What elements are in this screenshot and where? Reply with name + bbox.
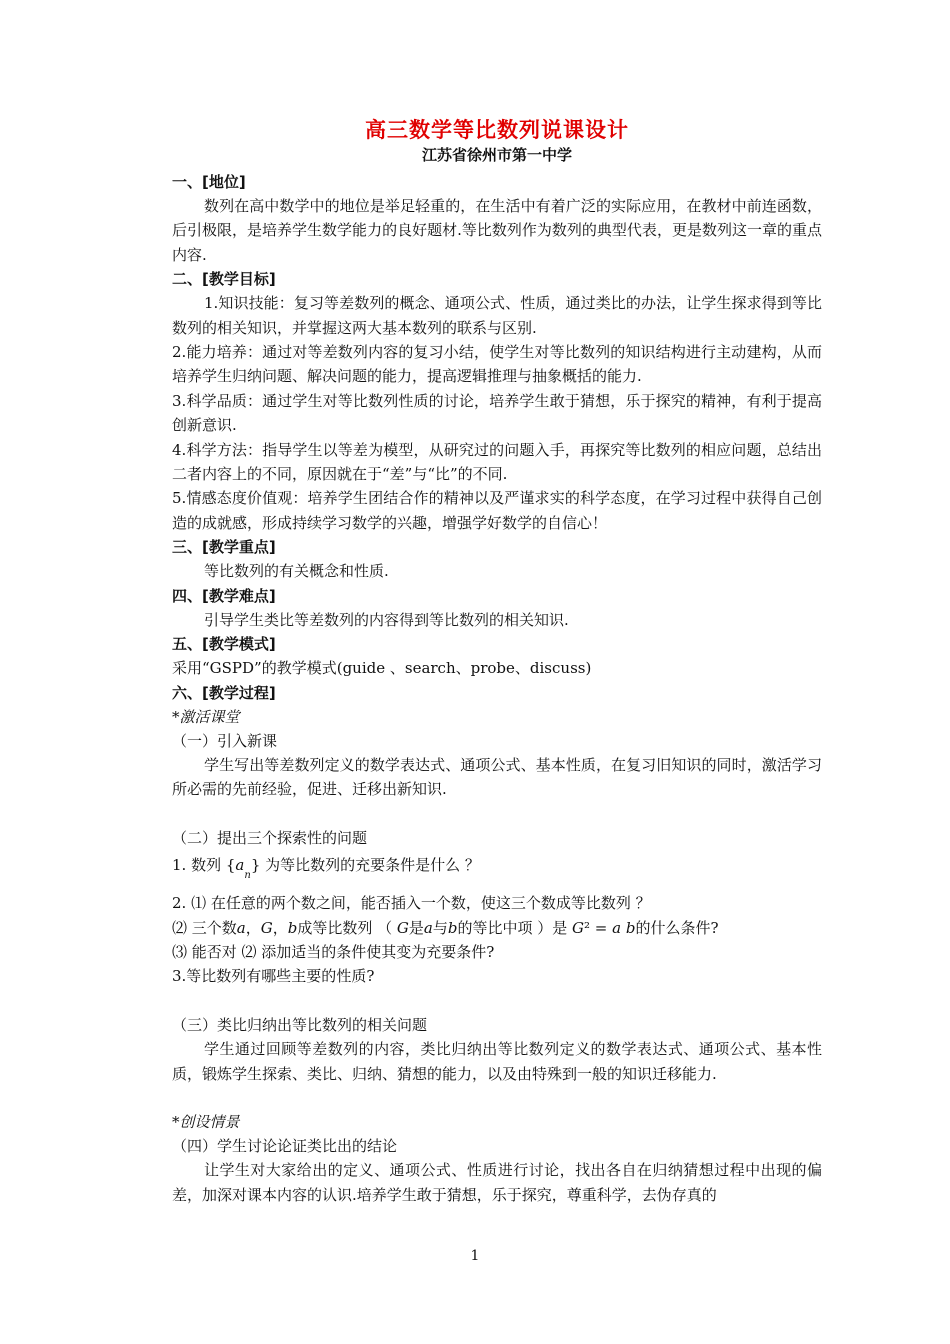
question-2-3: ⑶ 能否对 ⑵ 添加适当的条件使其变为充要条件? — [172, 942, 495, 961]
spacer — [172, 989, 822, 1013]
goal-item-2: 2.能力培养：通过对等差数列内容的复习小结，使学生对等比数列的知识结构进行主动建构，从而培养学生归纳问题、解决问题的能力，提高逻辑推理与抽象概括的能力. — [172, 343, 822, 386]
part3-paragraph: 学生通过回顾等差数列的内容，类比归纳出等比数列定义的数学表达式、通项公式、基本性质，锻炼学生探索、类比、归纳、猜想的能力，以及由特殊到一般的知识迁移能力. — [172, 1040, 822, 1083]
section-paragraph-position: 数列在高中数学中的地位是举足轻重的，在生活中有着广泛的实际应用，在教材中前连函数，后引极限，是培养学生数学能力的良好题材.等比数列作为数列的典型代表，更是数列这一章的重点内容. — [172, 197, 822, 264]
create-scenario-label: *创设情景 — [172, 1112, 240, 1131]
question-3: 3.等比数列有哪些主要的性质? — [172, 967, 375, 986]
activate-class-label: *激活课堂 — [172, 707, 240, 726]
question-2-1: 2. ⑴ 在任意的两个数之间，能否插入一个数，使这三个数成等比数列 ？ — [172, 894, 651, 913]
part4-heading: （四）学生讨论论证类比出的结论 — [172, 1136, 398, 1155]
part3-heading: （三）类比归纳出等比数列的相关问题 — [172, 1015, 428, 1034]
part1-heading: （一）引入新课 — [172, 731, 278, 750]
section-paragraph-key-points: 等比数列的有关概念和性质. — [204, 562, 389, 581]
page-number: 1 — [470, 1248, 480, 1264]
part4-paragraph: 让学生对大家给出的定义、通项公式、性质进行讨论，找出各自在归纳猜想过程中出现的偏差，加深对课本内容的认识.培养学生敢于猜想，乐于探究，尊重科学，去伪存真的 — [172, 1161, 822, 1204]
goal-item-4: 4.科学方法：指导学生以等差为模型，从研究过的问题入手，再探究等比数列的相应问题，总结出二者内容上的不同，原因就在于“差”与“比”的不同. — [172, 440, 822, 484]
part2-heading: （二）提出三个探索性的问题 — [172, 828, 368, 847]
section-heading-key-points: 三、[教学重点] — [172, 538, 276, 557]
question-2-2: ⑵ 三个数a，G，b成等比数列 （ G是a与b的等比中项 ）是 G² = a b的什么条件? — [172, 918, 719, 937]
section-heading-position: 一、[地位] — [172, 173, 246, 191]
document-title: 高三数学等比数列说课设计 — [365, 117, 629, 142]
section-heading-mode: 五、[教学模式] — [172, 635, 276, 654]
section-paragraph-mode: 采用“GSPD”的教学模式(guide 、search、probe、discuss) — [172, 659, 592, 678]
goal-item-5: 5.情感态度价值观：培养学生团结合作的精神以及严谨求实的科学态度，在学习过程中获得自己创造的成就感，形成持续学习数学的兴趣，增强学好数学的自信心！ — [172, 489, 822, 532]
spacer — [172, 1086, 822, 1110]
document-subtitle: 江苏省徐州市第一中学 — [421, 146, 572, 164]
section-heading-difficulties: 四、[教学难点] — [172, 586, 276, 605]
part1-paragraph: 学生写出等差数列定义的数学表达式、通项公式、基本性质，在复习旧知识的同时，激活学习所必需的先前经验，促进、迁移出新知识. — [172, 755, 822, 799]
goal-item-3: 3.科学品质：通过学生对等比数列性质的讨论，培养学生敢于猜想，乐于探究的精神，有利于提高创新意识. — [172, 391, 822, 435]
document-body — [172, 116, 822, 1207]
goal-item-1: 1.知识技能：复习等差数列的概念、通项公式、性质，通过类比的办法，让学生探求得到等比数列的相关知识，并掌握这两大基本数列的联系与区别. — [172, 294, 822, 337]
question-1: 1. 数列 $\{a_n\}$ 为等比数列的充要条件是什么 ？ — [172, 856, 480, 882]
section-heading-process: 六、[教学过程] — [172, 683, 276, 702]
section-paragraph-difficulties: 引导学生类比等差数列的内容得到等比数列的相关知识. — [204, 610, 569, 629]
section-heading-goals: 二、[教学目标] — [172, 270, 276, 289]
spacer — [172, 802, 822, 826]
